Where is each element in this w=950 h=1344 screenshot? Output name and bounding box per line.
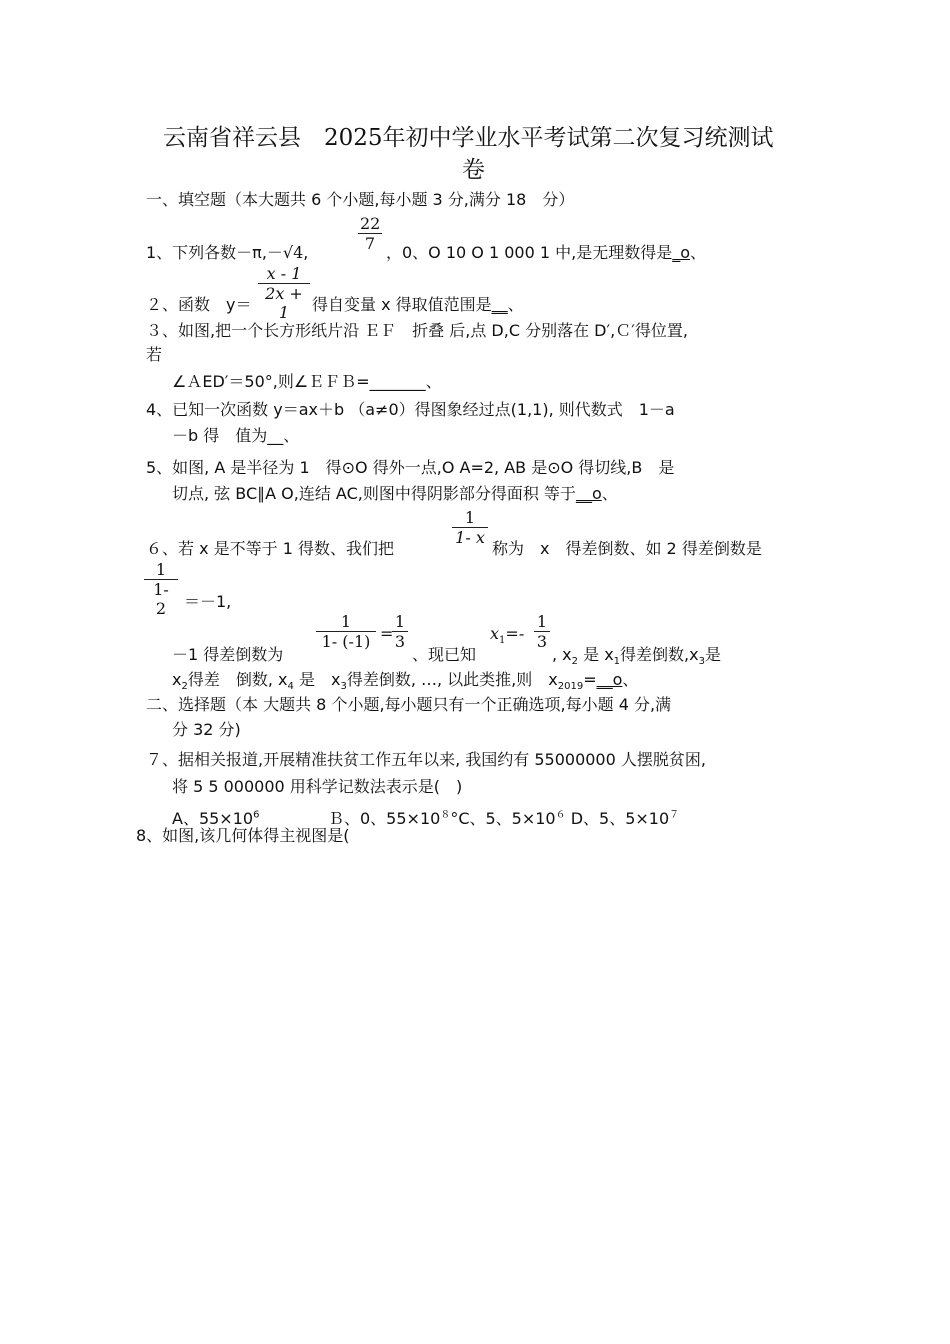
question-6-line4: [172, 670, 638, 697]
q7-option-b-exp: ８: [440, 810, 451, 821]
q7-option-c-exp: ６: [555, 810, 566, 821]
question-6-line3-b: 、现已知: [412, 645, 477, 664]
question-5: 5、如图, A 是半径为 1 得⊙O 得外一点,O A=2, AB 是⊙O 得切线,B 是: [146, 458, 675, 477]
q6-equals: =: [380, 624, 394, 643]
question-6-line3-a: －1 得差倒数为: [172, 645, 284, 664]
q6-fraction-3-num: 1: [340, 612, 352, 631]
question-7-line2: 将 5 5 000000 用科学记数法表示是( ): [172, 777, 463, 796]
q5-answer-blank[interactable]: __o: [575, 484, 602, 503]
q6-g-sub: 1: [613, 656, 621, 668]
section-heading-multiple-choice-line2: 分 32 分): [172, 720, 241, 739]
q6-fraction-2-num: 1: [155, 560, 167, 579]
q1-text-b: ，0、O 10 O 1 000 1 中,是无理数得是: [386, 243, 673, 262]
q1-sqrt: √4: [282, 243, 304, 262]
q1-text-a: 1、下列各数－π,－: [146, 243, 283, 262]
q7-option-a-exp: 6: [253, 810, 260, 821]
q1-end: 、: [690, 243, 707, 262]
question-3: ３、如图,把一个长方形纸片沿 ＥＦ 折叠 后,点 D,C 分别落在 D′,Ｃ′得位置,: [146, 321, 688, 340]
q7-option-b-text: Ｂ、0、55×10: [328, 809, 441, 829]
question-1: 1、下列各数－π,－√4,: [146, 243, 309, 262]
q7-option-d-text: D、5、5×10: [565, 809, 670, 829]
q1-answer-blank[interactable]: _o: [672, 243, 691, 262]
question-6-line2: ＝－1,: [184, 592, 232, 611]
q6-fraction-3: [316, 612, 376, 651]
question-8: 8、如图,该几何体得主视图是(: [136, 826, 350, 845]
q2-fraction-num: x - 1: [266, 264, 302, 283]
q5-end: 、: [601, 484, 618, 503]
page-title: 云南省祥云县 2025年初中学业水平考试第二次复习统测试: [163, 125, 774, 151]
question-6-continued: 称为 x 得差倒数、如 2 得差倒数是: [492, 539, 762, 558]
section-heading-fill-blank: 一、填空题（本大题共 6 个小题,每小题 3 分,满分 18 分）: [146, 190, 575, 209]
question-6-line3-c: [552, 645, 721, 672]
q6-l4-a-sub: 2: [181, 681, 188, 693]
q6-x1: [490, 624, 524, 651]
q7-option-d[interactable]: [566, 809, 680, 828]
question-4-line2: －b 得 值为__、: [172, 426, 300, 445]
q6-l4-b-sub: 4: [287, 681, 294, 693]
q6-fraction-1: [452, 508, 488, 547]
q6-fraction-4-num: 1: [394, 612, 406, 631]
q6-answer-blank[interactable]: __o: [596, 670, 623, 689]
q6-fraction-2: [144, 560, 178, 618]
q6-l4-d: 得差倒数, …, 以此类推,则 x: [346, 670, 558, 689]
question-4: 4、已知一次函数 y＝ax＋b （a≠0）得图象经过点(1,1), 则代数式 1－a: [146, 400, 675, 419]
question-2-continued: [312, 295, 524, 315]
q6-i: 是: [704, 645, 721, 664]
q6-fraction-5-num: 1: [536, 612, 548, 631]
question-7-options-bcd: [328, 806, 679, 829]
q6-fraction-5-den: 3: [536, 632, 548, 651]
q1-fraction: [358, 214, 382, 253]
question-2: [146, 295, 251, 315]
question-3-line2: 若: [146, 345, 163, 364]
q6-h: 得差倒数,x: [620, 645, 699, 664]
q2-end: 、: [507, 295, 524, 314]
q6-fraction-5: [534, 612, 550, 651]
question-6: ６、若 x 是不等于 1 得数、我们把: [146, 539, 394, 558]
question-5-line2: [172, 484, 618, 504]
q7-option-c-text: °C、5、5×10: [450, 809, 556, 829]
q6-fraction-4-den: 3: [394, 632, 406, 651]
q6-x1-sub: 1: [499, 635, 506, 647]
q6-l4-c: 是 x: [298, 670, 341, 689]
q6-neg: =-: [505, 624, 525, 643]
q6-end: 、: [622, 670, 639, 689]
q6-fraction-4: [392, 612, 408, 651]
question-7: ７、据相关报道,开展精准扶贫工作五年以来, 我国约有 55000000 人摆脱贫困,: [146, 750, 706, 769]
q6-fraction-3-den: 1- (-1): [321, 632, 371, 651]
q6-fraction-1-den: 1- x: [455, 528, 485, 547]
q7-option-c[interactable]: [450, 809, 565, 828]
q6-f: , x: [552, 645, 572, 664]
q2-text-a: ２、函数 y＝: [146, 295, 252, 314]
q6-g: 是 x: [578, 645, 614, 664]
q6-h-sub: 3: [698, 656, 705, 668]
question-1-continued: [386, 243, 706, 263]
q6-fraction-1-num: 1: [464, 508, 476, 527]
q1-fraction-den: 7: [364, 234, 376, 253]
question-3-line3: ∠ＡED′＝50°,则∠ＥＦＢ=_______、: [172, 372, 442, 391]
q1-fraction-num: 22: [360, 214, 381, 233]
q6-l4-e: =: [583, 670, 597, 689]
q6-l4-d-sub: 2019: [557, 681, 584, 693]
q6-l4-c-sub: 3: [340, 681, 347, 693]
page-title-continued: 卷: [462, 157, 485, 183]
q6-l4-a: x: [172, 670, 182, 689]
q2-fraction: [258, 264, 310, 322]
q5-text: 切点, 弦 BC∥A O,连结 AC,则图中得阴影部分得面积 等于: [172, 484, 576, 503]
q6-fraction-2-den: 1- 2: [153, 580, 169, 618]
q7-option-a-text: A、55×10: [172, 809, 254, 829]
q6-x1-var: x: [490, 624, 500, 643]
q6-f-sub: 2: [571, 656, 579, 668]
q7-option-d-exp: ７: [669, 810, 680, 821]
q2-fraction-den: 2x + 1: [265, 284, 303, 322]
q6-l4-b: 得差 倒数, x: [187, 670, 288, 689]
q2-answer-blank[interactable]: __: [491, 295, 508, 314]
section-heading-multiple-choice: 二、选择题（本 大题共 8 个小题,每小题只有一个正确选项,每小题 4 分,满: [146, 695, 672, 714]
q2-text-b: 得自变量 x 得取值范围是: [312, 295, 492, 314]
